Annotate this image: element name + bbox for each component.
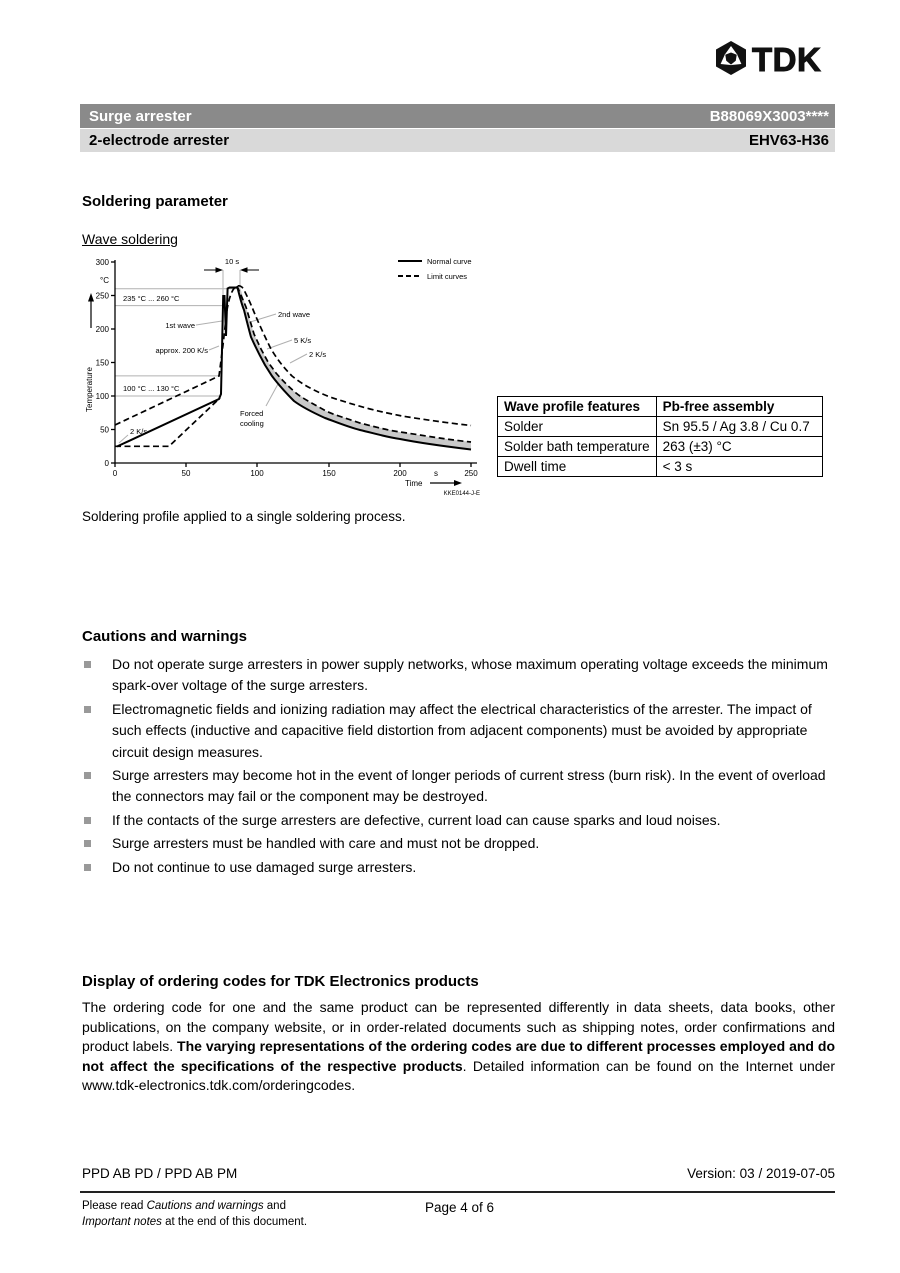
subsection-wave-soldering: Wave soldering: [82, 231, 178, 247]
section-title-ordering: Display of ordering codes for TDK Electronics products: [82, 973, 479, 990]
x-tick-labels: [113, 469, 478, 478]
tdk-logo: [713, 40, 835, 78]
x-unit-label: s: [434, 469, 438, 478]
rate-2ks-preheat-label: 2 K/s: [130, 427, 148, 436]
ordering-paragraph: [82, 998, 835, 1096]
footer-note: [82, 1199, 307, 1230]
svg-text:50: 50: [100, 425, 109, 435]
caution-text: If the contacts of the surge arresters are defective, current load can cause sparks and loud noises.: [112, 811, 721, 828]
svg-text:150: 150: [322, 469, 336, 478]
svg-text:300: 300: [95, 258, 109, 267]
ordering-text-normal: The ordering code for one and the same product can be represented differently in data sheets, data books, other publications, on the company website, or in order-related documents such as shipping notes, order confirmations and product labels.: [82, 999, 835, 1055]
preheat-window-label: 100 °C ... 130 °C: [123, 384, 180, 393]
dwell-arrow-right: [240, 267, 248, 273]
forced-cooling-label-2: cooling: [240, 419, 264, 428]
list-item: [82, 699, 839, 763]
part-number: B88069X3003****: [709, 107, 829, 125]
note-text: at the end of this document.: [161, 1215, 308, 1228]
svg-text:200: 200: [95, 325, 109, 334]
chart-annotations: [123, 257, 326, 436]
chart-legend: [398, 257, 472, 281]
product-type: 2-electrode arrester: [89, 132, 230, 149]
temperature-arrowhead: [88, 293, 94, 302]
table-row: [498, 417, 823, 437]
col-header-assembly: Pb-free assembly: [656, 397, 822, 417]
tdk-wordmark: TDK: [752, 41, 822, 78]
section-title-soldering: Soldering parameter: [82, 193, 228, 210]
section-title-cautions: Cautions and warnings: [82, 628, 248, 645]
limit-curve-lower-cooling: [237, 286, 471, 442]
list-item: [82, 857, 839, 878]
rate-5ks-label: 5 K/s: [294, 336, 312, 345]
rate-2ks-label: 2 K/s: [309, 350, 327, 359]
svg-text:250: 250: [95, 291, 109, 301]
bullet-square-icon: [84, 817, 91, 824]
bullet-square-icon: [84, 772, 91, 779]
cell-bath-temp-label: Solder bath temperature: [498, 437, 657, 457]
dwell-label: 10 s: [224, 257, 240, 266]
table-header-row: [498, 397, 823, 417]
ordering-text-normal: . Detailed information can be found on the Internet under www.tdk-electronics.tdk.com/orderingcodes.: [82, 1057, 836, 1094]
svg-text:100: 100: [250, 469, 264, 478]
y-axis-title: Temperature: [85, 367, 94, 412]
cell-bath-temp-value: 263 (±3) °C: [656, 437, 822, 457]
y-tick-labels: [96, 258, 110, 468]
page-number: Page 4 of 6: [425, 1200, 495, 1215]
svg-text:200: 200: [393, 469, 407, 478]
ordering-text-bold: The varying representations of the ordering codes are due to different processes employed and do not affect the specifications of the respective products: [82, 1038, 835, 1074]
header-bar-primary: [80, 104, 835, 128]
footer-meta: [80, 1166, 835, 1181]
cell-dwell-label: Dwell time: [498, 457, 657, 477]
svg-text:50: 50: [181, 469, 191, 478]
note-text: Please read: [82, 1200, 147, 1212]
wave-profile-table: [497, 396, 823, 477]
rate-200ks-label: approx. 200 K/s: [155, 346, 208, 355]
y-unit-label: °C: [100, 276, 109, 285]
department-code: PPD AB PD / PPD AB PM: [82, 1166, 238, 1181]
x-axis-title: Time: [405, 479, 423, 488]
cell-solder-label: Solder: [498, 417, 657, 437]
list-item: [82, 810, 839, 831]
list-item: [82, 765, 839, 808]
second-wave-label: 2nd wave: [278, 310, 311, 319]
version-info: Version: 03 / 2019-07-05: [687, 1166, 835, 1181]
list-item: [82, 833, 839, 854]
svg-text:150: 150: [95, 358, 109, 368]
bullet-square-icon: [84, 706, 91, 713]
chart-caption: Soldering profile applied to a single soldering process.: [82, 509, 406, 524]
limit-curve-upper: [115, 286, 471, 426]
table-row: [498, 437, 823, 457]
cell-solder-value: Sn 95.5 / Ag 3.8 / Cu 0.7: [656, 417, 822, 437]
svg-text:250: 250: [464, 469, 478, 478]
product-family: Surge arrester: [89, 107, 192, 125]
note-italic: Important notes: [82, 1215, 162, 1228]
caution-text: Surge arresters must be handled with care and must not be dropped.: [112, 835, 540, 852]
series-name: EHV63-H36: [748, 132, 829, 149]
cautions-list: [82, 654, 839, 880]
footer-divider: [80, 1191, 835, 1193]
forced-cooling-label-1: Forced: [240, 409, 264, 418]
dwell-arrow-left: [216, 267, 224, 273]
time-arrowhead: [454, 480, 462, 486]
first-wave-label: 1st wave: [165, 321, 195, 330]
svg-text:0: 0: [104, 459, 109, 468]
bullet-square-icon: [84, 840, 91, 847]
svg-text:0: 0: [112, 469, 118, 478]
cell-dwell-value: < 3 s: [656, 457, 822, 477]
bullet-square-icon: [84, 864, 91, 871]
peak-window-label: 235 °C ... 260 °C: [123, 294, 180, 303]
note-text: and: [263, 1200, 286, 1212]
caution-text: Electromagnetic fields and ionizing radiation may affect the electrical characteristics of the arrester. The impact of such effects (inductive and capacitive field distortion from adjacent components) must be avoided by appropriate circuit design measures.: [112, 700, 812, 760]
table-row: [498, 457, 823, 477]
caution-text: Do not continue to use damaged surge arresters.: [112, 858, 417, 875]
caution-text: Surge arresters may become hot in the event of longer periods of current stress (burn risk). In the event of overload the connectors may fail or the component may be destroyed.: [112, 767, 826, 805]
figure-code: KKE0144-J-E: [443, 491, 480, 497]
col-header-features: Wave profile features: [498, 397, 657, 417]
tdk-hexagon-icon: [716, 41, 746, 75]
caution-text: Do not operate surge arresters in power supply networks, whose maximum operating voltage exceeds the minimum spark-over voltage of the surge arresters.: [112, 656, 828, 694]
legend-limit-label: Limit curves: [427, 272, 468, 281]
bullet-square-icon: [84, 661, 91, 668]
list-item: [82, 654, 839, 697]
wave-soldering-chart: [80, 250, 490, 505]
legend-normal-label: Normal curve: [427, 257, 472, 266]
header-bar-secondary: [80, 129, 835, 152]
svg-text:100: 100: [95, 392, 109, 401]
note-italic: Cautions and warnings: [146, 1200, 264, 1212]
